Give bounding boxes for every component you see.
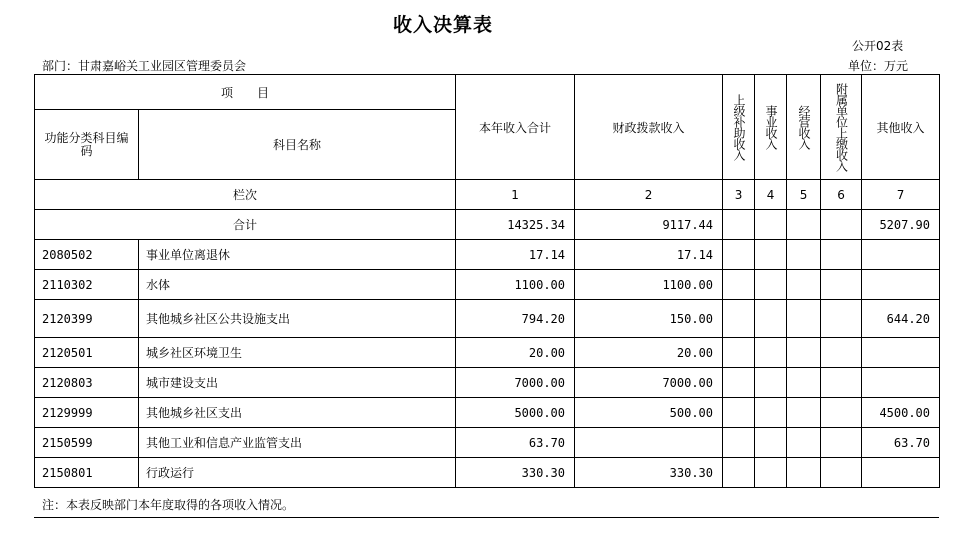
header-func-code: 功能分类科目编码 xyxy=(35,110,139,180)
row-upper-subsidy xyxy=(723,428,755,458)
total-total-income: 14325.34 xyxy=(456,210,575,240)
row-code: 2120501 xyxy=(35,338,139,368)
row-name: 其他工业和信息产业监管支出 xyxy=(139,428,456,458)
row-name: 行政运行 xyxy=(139,458,456,488)
row-total-income: 794.20 xyxy=(456,300,575,338)
row-business-income xyxy=(755,300,787,338)
row-affiliate-income xyxy=(821,458,862,488)
header-upper-subsidy: 上级补助收入 xyxy=(732,94,747,160)
row-code: 2150599 xyxy=(35,428,139,458)
row-upper-subsidy xyxy=(723,240,755,270)
row-code: 2080502 xyxy=(35,240,139,270)
department-label: 部门：甘肃嘉峪关工业园区管理委员会 xyxy=(42,59,247,73)
row-other-income: 644.20 xyxy=(862,300,940,338)
row-upper-subsidy xyxy=(723,338,755,368)
row-upper-subsidy xyxy=(723,300,755,338)
row-name: 事业单位离退休 xyxy=(139,240,456,270)
row-affiliate-income xyxy=(821,368,862,398)
row-operating-income xyxy=(787,428,821,458)
row-total-income: 63.70 xyxy=(456,428,575,458)
table-note: 注：本表反映部门本年度取得的各项收入情况。 xyxy=(42,498,295,512)
row-upper-subsidy xyxy=(723,270,755,300)
total-affiliate-income xyxy=(821,210,862,240)
column-index-1: 1 xyxy=(456,180,575,210)
column-index-row xyxy=(35,180,940,210)
row-total-income: 7000.00 xyxy=(456,368,575,398)
row-business-income xyxy=(755,338,787,368)
column-index-4: 4 xyxy=(755,180,787,210)
column-index-6: 6 xyxy=(821,180,862,210)
header-operating-income: 经营收入 xyxy=(797,105,812,149)
total-label: 合计 xyxy=(35,210,456,240)
row-total-income: 17.14 xyxy=(456,240,575,270)
row-operating-income xyxy=(787,270,821,300)
row-name: 城市建设支出 xyxy=(139,368,456,398)
column-index-2: 2 xyxy=(575,180,723,210)
header-other-income: 其他收入 xyxy=(862,75,940,180)
row-other-income: 63.70 xyxy=(862,428,940,458)
row-name: 城乡社区环境卫生 xyxy=(139,338,456,368)
row-fiscal-income: 17.14 xyxy=(575,240,723,270)
row-fiscal-income: 7000.00 xyxy=(575,368,723,398)
header-item-group: 项 目 xyxy=(35,75,456,110)
row-other-income: 4500.00 xyxy=(862,398,940,428)
table-row xyxy=(35,368,940,398)
row-fiscal-income: 500.00 xyxy=(575,398,723,428)
total-fiscal-income: 9117.44 xyxy=(575,210,723,240)
header-operating-income-cell xyxy=(787,75,821,180)
row-upper-subsidy xyxy=(723,458,755,488)
row-business-income xyxy=(755,368,787,398)
total-other-income: 5207.90 xyxy=(862,210,940,240)
column-index-5: 5 xyxy=(787,180,821,210)
row-operating-income xyxy=(787,368,821,398)
row-code: 2150801 xyxy=(35,458,139,488)
row-business-income xyxy=(755,270,787,300)
header-business-income: 事业收入 xyxy=(764,105,779,149)
header-affiliate-income-cell xyxy=(821,75,862,180)
row-operating-income xyxy=(787,338,821,368)
row-affiliate-income xyxy=(821,398,862,428)
form-code: 公开02表 xyxy=(852,39,904,53)
row-other-income xyxy=(862,240,940,270)
row-business-income xyxy=(755,428,787,458)
row-total-income: 5000.00 xyxy=(456,398,575,428)
row-upper-subsidy xyxy=(723,368,755,398)
row-fiscal-income: 20.00 xyxy=(575,338,723,368)
row-operating-income xyxy=(787,300,821,338)
row-name: 其他城乡社区公共设施支出 xyxy=(139,300,456,338)
row-upper-subsidy xyxy=(723,398,755,428)
header-row-1 xyxy=(35,75,940,110)
header-upper-subsidy-cell xyxy=(723,75,755,180)
row-business-income xyxy=(755,240,787,270)
table-row xyxy=(35,240,940,270)
total-row xyxy=(35,210,940,240)
table-row xyxy=(35,338,940,368)
row-affiliate-income xyxy=(821,270,862,300)
column-index-3: 3 xyxy=(723,180,755,210)
header-subject-name: 科目名称 xyxy=(139,110,456,180)
header-affiliate-income: 附属单位上缴收入 xyxy=(834,83,849,171)
header-total-income: 本年收入合计 xyxy=(456,75,575,180)
table-row xyxy=(35,458,940,488)
row-operating-income xyxy=(787,458,821,488)
row-affiliate-income xyxy=(821,428,862,458)
row-name: 其他城乡社区支出 xyxy=(139,398,456,428)
row-fiscal-income: 150.00 xyxy=(575,300,723,338)
row-fiscal-income xyxy=(575,428,723,458)
row-other-income xyxy=(862,368,940,398)
row-affiliate-income xyxy=(821,300,862,338)
row-total-income: 20.00 xyxy=(456,338,575,368)
table-row xyxy=(35,300,940,338)
header-business-income-cell xyxy=(755,75,787,180)
row-code: 2120803 xyxy=(35,368,139,398)
total-upper-subsidy xyxy=(723,210,755,240)
row-operating-income xyxy=(787,398,821,428)
header-fiscal-income: 财政拨款收入 xyxy=(575,75,723,180)
row-other-income xyxy=(862,458,940,488)
row-affiliate-income xyxy=(821,338,862,368)
row-operating-income xyxy=(787,240,821,270)
table-row xyxy=(35,398,940,428)
row-affiliate-income xyxy=(821,240,862,270)
row-total-income: 330.30 xyxy=(456,458,575,488)
column-index-label: 栏次 xyxy=(35,180,456,210)
table-row xyxy=(35,270,940,300)
row-total-income: 1100.00 xyxy=(456,270,575,300)
total-business-income xyxy=(755,210,787,240)
row-fiscal-income: 1100.00 xyxy=(575,270,723,300)
row-business-income xyxy=(755,398,787,428)
row-code: 2120399 xyxy=(35,300,139,338)
row-name: 水体 xyxy=(139,270,456,300)
bottom-divider xyxy=(34,517,939,518)
row-other-income xyxy=(862,270,940,300)
row-code: 2129999 xyxy=(35,398,139,428)
unit-label: 单位：万元 xyxy=(848,59,909,73)
row-code: 2110302 xyxy=(35,270,139,300)
row-other-income xyxy=(862,338,940,368)
income-table xyxy=(34,74,940,488)
table-row xyxy=(35,428,940,458)
total-operating-income xyxy=(787,210,821,240)
page-title: 收入决算表 xyxy=(392,14,493,36)
column-index-7: 7 xyxy=(862,180,940,210)
row-fiscal-income: 330.30 xyxy=(575,458,723,488)
row-business-income xyxy=(755,458,787,488)
